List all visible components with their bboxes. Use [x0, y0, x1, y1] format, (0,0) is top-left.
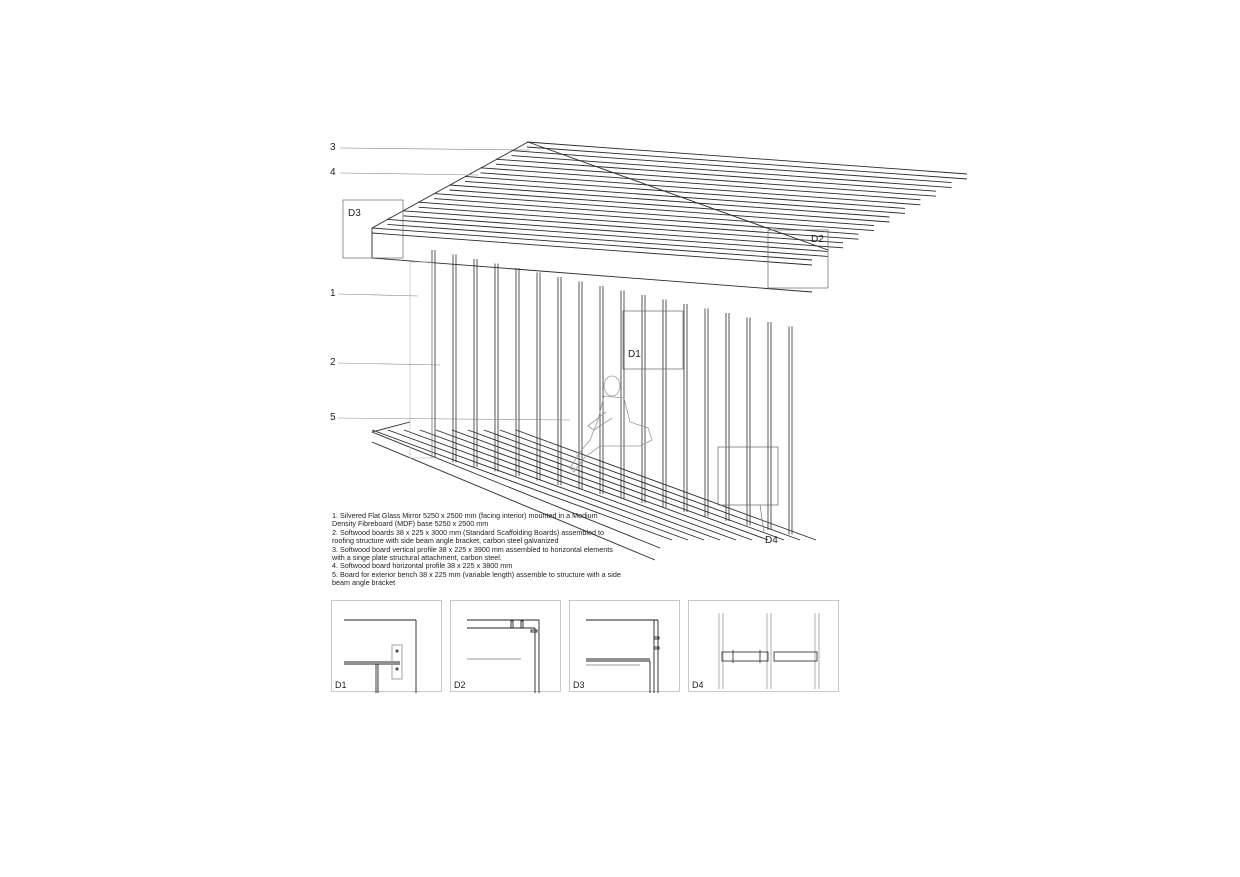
roof-slat: [388, 224, 828, 256]
note-2: 2. Softwood boards 38 x 225 x 3000 mm (Standard Scaffolding Boards) assembled to roofing structure with side beam angle bracket, carbon steel galvanized: [332, 527, 604, 546]
detail-tag-d2: D2: [811, 234, 824, 245]
vertical-panels: [432, 250, 792, 535]
detail-d4-label: D4: [692, 680, 704, 690]
callout-4: 4: [330, 167, 336, 178]
detail-d3-label: D3: [573, 680, 585, 690]
detail-tag-d4: D4: [765, 535, 778, 546]
detail-d1-label: D1: [335, 680, 347, 690]
d1-frame: [623, 311, 683, 369]
detail-d4: [688, 600, 839, 692]
roof-slat: [465, 181, 905, 213]
roof-slat: [496, 159, 936, 191]
roof-slat: [450, 185, 890, 217]
roof-slat: [419, 202, 859, 234]
roof-slat: [372, 228, 812, 260]
detail-d2-drawing: [451, 601, 562, 693]
roof-slats: [372, 142, 967, 292]
detail-d2-label: D2: [454, 680, 466, 690]
detail-d4-drawing: [689, 601, 840, 693]
roof-slat: [481, 173, 921, 205]
detail-d3-drawing: [570, 601, 681, 693]
roof-slat: [434, 194, 874, 226]
note-5: 5. Board for exterior bench 38 x 225 mm (variable length) assemble to structure with a side beam angle bracket: [332, 569, 621, 588]
roof-slat: [419, 207, 859, 239]
note-1: 1. Silvered Flat Glass Mirror 5250 x 2500 mm (facing interior) mounted in a Medium Density Fibreboard (MDF) base 5250 x 2500 mm: [332, 511, 598, 529]
note-3: 3. Softwood board vertical profile 38 x 225 x 3900 mm assembled to horizontal elements with a singe plate structural attachment, carbon steel.: [332, 544, 613, 563]
detail-d1-drawing: [332, 601, 443, 693]
callout-3: 3: [330, 142, 336, 153]
roof-slat: [465, 176, 905, 208]
detail-tag-d3: D3: [348, 208, 361, 219]
note-4: 4. Softwood board horizontal profile 38 x 225 x 3800 mm: [332, 561, 513, 571]
detail-tag-d1: D1: [628, 349, 641, 360]
roof-slat: [434, 199, 874, 231]
roof-slat: [388, 219, 828, 251]
roof-slat: [450, 190, 890, 222]
mirror-panel: [410, 262, 432, 458]
roof-slat: [527, 142, 967, 174]
roof-eave: [372, 258, 812, 292]
callout-5: 5: [330, 412, 336, 423]
roof-front-edge: [372, 142, 528, 228]
leader-lines: [338, 148, 570, 420]
d4-leader: [760, 505, 764, 532]
roof-slat: [496, 164, 936, 196]
detail-d3: [569, 600, 680, 692]
roof-slat: [403, 211, 843, 243]
d4-frame: [718, 447, 778, 505]
detail-d1: [331, 600, 442, 692]
roof-slat: [372, 233, 812, 265]
roof-slat: [512, 156, 952, 188]
roof-slat: [481, 168, 921, 200]
specification-notes: [332, 512, 622, 588]
detail-d2: [450, 600, 561, 692]
roof-slat: [527, 147, 967, 179]
callout-1: 1: [330, 288, 336, 299]
roof-slat: [512, 151, 952, 183]
callout-2: 2: [330, 357, 336, 368]
